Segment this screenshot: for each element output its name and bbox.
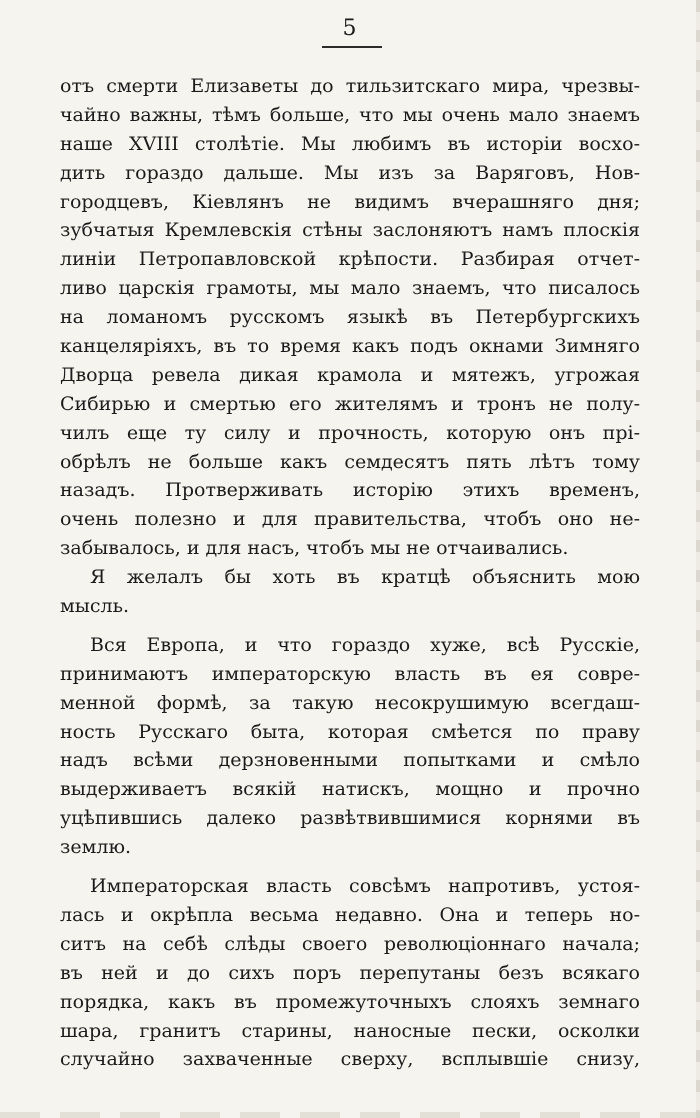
text-line: шара, гранитъ старины, наносные пески, осколки [60, 1019, 640, 1042]
text-line: выдерживаетъ всякій натискъ, мощно и прочно [60, 778, 640, 801]
paragraph-gap [60, 621, 640, 631]
text-line: линіи Петропавловской крѣпости. Разбирая отчет- [60, 248, 640, 271]
text-line: мысль. [60, 595, 129, 618]
text-line: ность Русскаго быта, которая смѣется по праву [60, 720, 640, 743]
text-line: Сибирью и смертью его жителямъ и тронъ не полу- [60, 392, 640, 415]
text-line: очень полезно и для правительства, чтобъ оно не- [60, 508, 640, 531]
text-line: Дворца ревела дикая крамола и мятежъ, угрожая [60, 363, 640, 386]
text-line: чилъ еще ту силу и прочность, которую онъ прі- [60, 421, 640, 444]
text-line: забывалось, и для насъ, чтобъ мы не отчаивались. [60, 537, 569, 560]
text-line: лась и окрѣпла весьма недавно. Она и теперь но- [60, 903, 640, 926]
paragraph [60, 72, 640, 563]
text-line: зубчатыя Кремлевскія стѣны заслоняютъ намъ плоскія [60, 219, 640, 242]
bottom-edge-decoration [0, 1112, 700, 1118]
text-line: уцѣпившись далеко развѣтвившимися корнями въ [60, 807, 640, 830]
page-number: 5 [342, 16, 358, 41]
text-line: случайно захваченные сверху, всплывшіе снизу, [60, 1048, 640, 1071]
text-line: менной формѣ, за такую несокрушимую всегдаш- [60, 691, 640, 714]
text-line: наше XVIII столѣтіе. Мы любимъ въ исторіи восхо- [60, 132, 640, 155]
text-line: въ ней и до сихъ поръ перепутаны безъ всякаго [60, 961, 640, 984]
text-line: порядка, какъ въ промежуточныхъ слояхъ земнаго [60, 990, 640, 1013]
text-line: городцевъ, Кіевлянъ не видимъ вчерашняго дня; [60, 190, 640, 213]
text-line: надъ всѣми дерзновенными попытками и смѣло [60, 749, 640, 772]
paragraph [60, 631, 640, 862]
text-line: назадъ. Протверживать исторію этихъ временъ, [60, 479, 640, 502]
text-line: Я желалъ бы хоть въ кратцѣ объяснить мою [90, 566, 640, 589]
text-line: чайно важны, тѣмъ больше, что мы очень мало знаемъ [60, 103, 640, 126]
text-line: обрѣлъ не больше какъ семдесятъ пять лѣтъ тому [60, 450, 640, 473]
text-line: принимаютъ императорскую власть въ ея совре- [60, 662, 640, 685]
paragraph [60, 563, 640, 621]
paragraph-gap [60, 862, 640, 872]
text-line: канцеляріяхъ, въ то время какъ подъ окнами Зимняго [60, 335, 640, 358]
paragraph [60, 872, 640, 1074]
page-edge-decoration [696, 0, 700, 1118]
text-line: Императорская власть совсѣмъ напротивъ, устоя- [90, 875, 640, 898]
page-number-rule [322, 46, 382, 48]
text-line: Вся Европа, и что гораздо хуже, всѣ Русскіе, [90, 633, 640, 656]
text-line: на ломаномъ русскомъ языкѣ въ Петербургскихъ [60, 306, 640, 329]
text-line: отъ смерти Елизаветы до тильзитскаго мира, чрезвы- [60, 75, 640, 97]
body-text [60, 72, 640, 1074]
text-line: ливо царскія грамоты, мы мало знаемъ, что писалось [60, 277, 640, 300]
text-line: землю. [60, 836, 132, 859]
text-line: дить гораздо дальше. Мы изъ за Варяговъ, Нов- [60, 161, 640, 184]
text-line: ситъ на себѣ слѣды своего революціоннаго начала; [60, 932, 640, 955]
